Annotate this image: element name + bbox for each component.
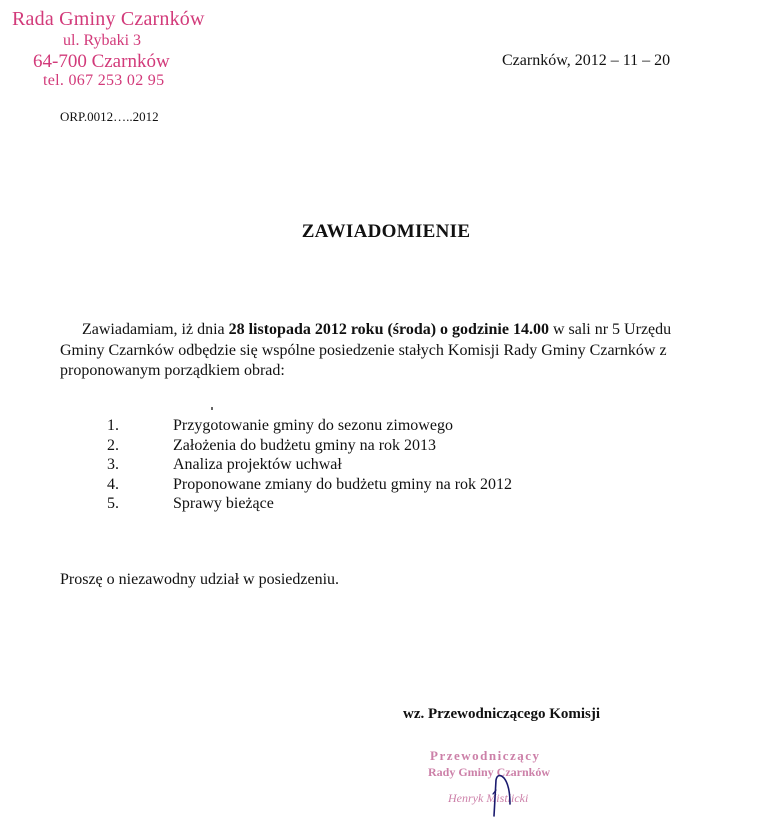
- agenda-item-text: Proponowane zmiany do budżetu gminy na rok 2012: [173, 475, 513, 493]
- intro-line-3: proponowanym porządkiem obrad:: [60, 362, 285, 379]
- stamp-street: ul. Rybaki 3: [63, 32, 142, 49]
- agenda-item: [0, 456, 772, 476]
- agenda-item-number: 5.: [107, 495, 119, 512]
- stamp-postal-code: 64-700 Czarnków: [33, 51, 170, 72]
- handwritten-signature: [480, 770, 520, 817]
- meeting-date-time: 28 listopada 2012 roku (środa) o godzinie 14.00: [228, 321, 549, 338]
- scan-speck: [211, 407, 213, 410]
- stamp-phone: tel. 067 253 02 95: [43, 72, 165, 89]
- agenda-item: [0, 476, 772, 496]
- stamp-council-name: Rada Gminy Czarnków: [12, 8, 205, 30]
- agenda-item-text: Przygotowanie gminy do sezonu zimowego: [173, 417, 453, 434]
- agenda-item-number: 1.: [107, 417, 119, 434]
- agenda-item-number: 4.: [107, 475, 119, 493]
- agenda-item: [0, 417, 772, 437]
- signature-stamp-role: Przewodniczący: [430, 748, 541, 763]
- agenda-item: [0, 495, 772, 515]
- intro-line-2: Gminy Czarnków odbędzie się wspólne posiedzenie stałych Komisji Rady Gminy Czarnków z: [60, 342, 667, 359]
- signature-stamp-name: Henryk Mistlicki: [448, 791, 529, 805]
- intro-line-1: [82, 321, 671, 339]
- place-and-date: Czarnków, 2012 – 11 – 20: [502, 52, 671, 69]
- agenda-item-text: Analiza projektów uchwał: [173, 456, 342, 473]
- agenda-item-number: 2.: [107, 436, 119, 454]
- signature-title: wz. Przewodniczącego Komisji: [403, 706, 601, 722]
- document-title: ZAWIADOMIENIE: [301, 221, 471, 242]
- intro-text-venue: w sali nr 5 Urzędu: [548, 321, 672, 338]
- reference-number: ORP.0012…..2012: [60, 109, 159, 124]
- agenda-item: [0, 437, 772, 457]
- agenda-item-number: 3.: [107, 456, 119, 473]
- signature-stamp-council: Rady Gminy Czarnków: [428, 765, 551, 779]
- closing-sentence: Proszę o niezawodny udział w posiedzeniu.: [60, 571, 340, 588]
- agenda-list: [0, 417, 772, 515]
- agenda-item-text: Sprawy bieżące: [173, 495, 274, 512]
- intro-text-start: Zawiadamiam, iż dnia: [82, 321, 229, 338]
- agenda-item-text: Założenia do budżetu gminy na rok 2013: [173, 436, 437, 454]
